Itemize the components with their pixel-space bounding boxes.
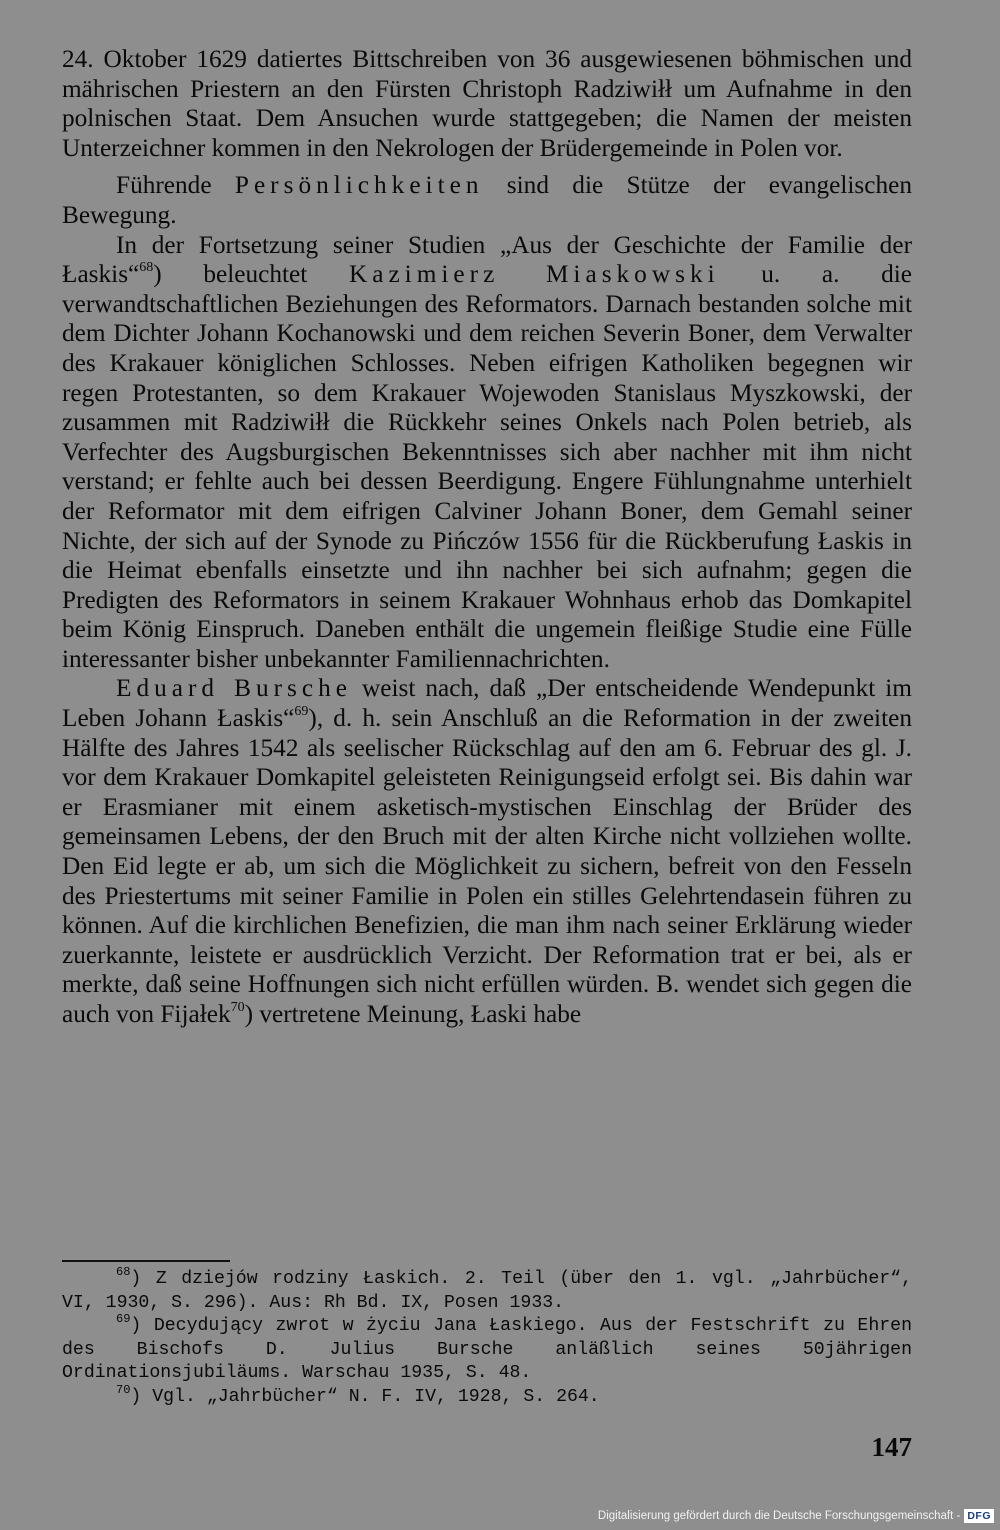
paragraph bbox=[62, 171, 912, 230]
footnote-reference: 69 bbox=[294, 704, 309, 720]
text-run: ) vertretene Meinung, Łaski habe bbox=[244, 1000, 582, 1028]
digitization-credit bbox=[598, 1506, 994, 1526]
footnote-text: ) Vgl. „Jahrbücher“ N. F. IV, 1928, S. 264. bbox=[130, 1386, 600, 1407]
spaced-emphasis: Eduard Bursche bbox=[116, 674, 352, 703]
footnotes bbox=[62, 1265, 912, 1410]
text-run: ) beleuchtet bbox=[153, 260, 349, 289]
footnote bbox=[62, 1265, 912, 1315]
text-run: weist nach, daß „Der entscheidende Wendepunkt im Leben Johann Łaskis“ bbox=[62, 674, 912, 733]
footnote-rule bbox=[62, 1260, 230, 1262]
footnote bbox=[62, 1382, 912, 1410]
spaced-emphasis: Kazimierz Miaskowski bbox=[348, 260, 720, 289]
footnote-mark: 68 bbox=[116, 1265, 131, 1279]
body-text bbox=[62, 45, 912, 1030]
paragraph bbox=[62, 45, 912, 163]
text-run: 24. Oktober 1629 datiertes Bittschreiben von 36 ausgewiesenen böhmischen und mährischen Priestern an den Fürsten Christoph Radziwiłł um Aufnahme in den polnischen Staat. Dem Ansuchen wurde stattgegeben; die Namen der meisten Unterzeichner kommen in den Nekrologen der Brüdergemeinde in Polen vor. bbox=[62, 45, 912, 162]
paragraph bbox=[62, 231, 912, 675]
dfg-logo: DFG bbox=[964, 1509, 994, 1523]
paragraph bbox=[62, 674, 912, 1029]
footnote-reference: 68 bbox=[139, 260, 154, 276]
footnote-text: ) Z dziejów rodziny Łaskich. 2. Teil (über den 1. vgl. „Jahrbücher“, VI, 1930, S. 296). Aus: Rh Bd. IX, Posen 1933. bbox=[62, 1269, 912, 1313]
text-run: sind die Stütze der evangelischen Bewegung. bbox=[62, 171, 912, 229]
footnote bbox=[62, 1312, 912, 1386]
page-number: 147 bbox=[871, 1432, 912, 1462]
footnote-mark: 70 bbox=[116, 1382, 131, 1397]
text-run: u. a. die verwandtschaftlichen Beziehungen des Reformators. Darnach bestanden solche mit dem Dichter Johann Kochanowski und dem reichen Severin Boner, dem Verwalter des Krakauer königlichen Schlosses. Neben eifrigen Katholiken begegnen wir regen Protestanten, so dem Krakauer Wojewoden Stanislaus Myszkowski, der zusammen mit Radziwiłł die Rückkehr seines Onkels nach Polen betrieb, als Verfechter des Augsburgischen Bekenntnisses sich aber nachher mit ihm nicht verstand; er fehlte auch bei dessen Beerdigung. Engere Fühlungnahme unterhielt der Reformator mit dem eifrigen Calviner Johann Boner, dem Gemahl seiner Nichte, der sich auf der Synode zu Pińczów 1556 für die Rückberufung Łaskis in die Heimat ebenfalls einsetzte und ihn nachher bei sich aufnahm; gegen die Predigten des Reformators in seinem Krakauer Wohnhaus erhob das Domkapitel beim König Einspruch. Daneben enthält die ungemein fleißige Studie eine Fülle interessanter bisher unbekannter Familiennachrichten. bbox=[62, 260, 913, 673]
footnote-reference: 70 bbox=[230, 1000, 245, 1015]
spaced-emphasis: Persönlichkeiten bbox=[234, 171, 484, 200]
credit-text: Digitalisierung gefördert durch die Deutsche Forschungsgemeinschaft - bbox=[597, 1510, 961, 1522]
footnote-text: ) Decydujący zwrot w życiu Jana Łaskiego. Aus der Festschrift zu Ehren des Bischofs D. Julius Bursche anläßlich seines 50jährigen Ordinationsjubiläums. Warschau 1935, S. 48. bbox=[62, 1316, 912, 1384]
text-run: In der Fortsetzung seiner Studien „Aus der Geschichte der Familie der Łaskis“ bbox=[62, 230, 912, 289]
footnote-mark: 69 bbox=[116, 1312, 131, 1327]
text-run: ), d. h. sein Anschluß an die Reformation in der zweiten Hälfte des Jahres 1542 als seelischer Rückschlag auf den am 6. Februar des gl. J. vor dem Krakauer Domkapitel geleisteten Reinigungseid erfolgt sei. Bis dahin war er Erasmianer mit einem asketisch-mystischen Einschlag der Brüder des gemeinsamen Lebens, der den Bruch mit der alten Kirche nicht vollziehen wollte. Den Eid legte er ab, um sich die Möglichkeit zu sichern, befreit von den Fesseln des Priestertums mit seiner Familie in Polen ein stilles Gelehrtendasein führen zu können. Auf die kirchlichen Benefizien, die man ihm nach seiner Erklärung wieder zuerkannte, leistete er ausdrücklich Verzicht. Der Reformation trat er bei, als er merkte, daß seine Hoffnungen sich nicht erfüllen würden. B. wendet sich gegen die auch von Fijałek bbox=[62, 704, 912, 1028]
text-run: Führende bbox=[116, 171, 235, 200]
